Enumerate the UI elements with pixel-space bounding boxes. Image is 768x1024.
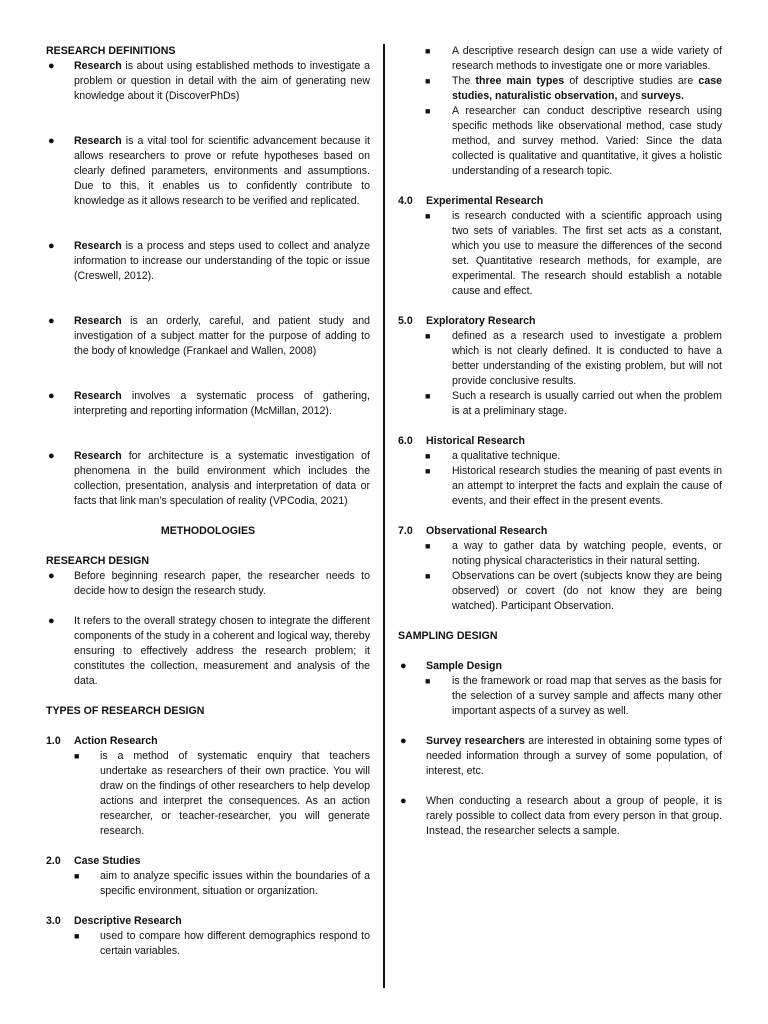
type-point [46, 749, 370, 839]
sample-design-heading [398, 659, 722, 674]
definition-text: is a vital tool for scientific advancement because it allows researchers to prove or refute hypotheses based on clearly defined parameters, environments and assumptions. Due to this, it enables us to confidently contribute to knowledge as it allows research to be verified and replicated. [74, 135, 370, 207]
type-point [398, 539, 722, 569]
type-point [46, 869, 370, 899]
sampling-heading: SAMPLING DESIGN [398, 630, 498, 642]
type-heading [398, 314, 722, 329]
sample-design-title: Sample Design [426, 660, 502, 672]
descriptive-text: and [617, 90, 641, 102]
sample-design-point [398, 674, 722, 719]
type-point [398, 329, 722, 389]
research-design-heading: RESEARCH DESIGN [46, 555, 150, 567]
type-title: Case Studies [74, 855, 141, 867]
design-point-text: Before beginning research paper, the researcher needs to decide how to design the research study. [74, 570, 370, 597]
type-point-text: is a method of systematic enquiry that teachers undertake as researchers of their own practice. You will draw on the findings of other researchers to help develop actions and interpret the consequences. As an action researcher, or teacher-researcher, you will generate research. [100, 750, 370, 837]
sampling-point-text: When conducting a research about a group of people, it is rarely possible to collect data from every person in that group. Instead, the researcher selects a sample. [426, 795, 722, 837]
type-title: Observational Research [426, 525, 548, 537]
type-heading [46, 854, 370, 869]
type-point-text: defined as a research used to investigate a problem which is not clearly defined. It is conducted to have a better understanding of the existing problem, but will not provide conclusive results. [452, 330, 722, 387]
square-bullet-icon: ■ [74, 871, 80, 881]
type-number: 3.0 [46, 915, 61, 927]
descriptive-text: of descriptive studies are [564, 75, 699, 87]
design-point-text: It refers to the overall strategy chosen to integrate the different components of the study in a coherent and logical way, thereby ensuring to effectively address the research problem; it constitutes the collection, measurement and analysis of the data. [74, 615, 370, 687]
design-point [46, 569, 370, 599]
type-number: 4.0 [398, 195, 413, 207]
type-point [398, 389, 722, 419]
type-point-text: a way to gather data by watching people, events, or noting physical characteristics in their natural setting. [452, 540, 722, 567]
methodologies-heading: METHODOLOGIES [160, 525, 256, 537]
square-bullet-icon: ■ [425, 46, 431, 56]
definition-term: Research [74, 390, 122, 402]
design-point [46, 614, 370, 689]
square-bullet-icon: ■ [425, 571, 431, 581]
definition-item [46, 239, 370, 284]
type-point-text: Observations can be overt (subjects know they are being observed) or covert (do not know they are being watched). Participant Observation. [452, 570, 722, 612]
definition-text: involves a systematic process of gathering, interpreting and reporting information (McMillan, 2012). [74, 390, 370, 417]
type-number: 1.0 [46, 735, 61, 747]
descriptive-text: The [452, 75, 476, 87]
type-point-text: a qualitative technique. [452, 450, 561, 462]
round-bullet-icon: ● [48, 450, 55, 462]
type-heading [46, 914, 370, 929]
square-bullet-icon: ■ [425, 211, 431, 221]
type-heading [398, 434, 722, 449]
descriptive-bold: surveys. [641, 90, 684, 102]
type-point-text: is research conducted with a scientific approach using two sets of variables. The first set acts as a constant, which you use to measure the differences of the second set. Quantitative research methods, for example, are experimental. The research should establish a notable cause and effect. [452, 210, 722, 297]
descriptive-point [398, 74, 722, 104]
definition-item [46, 449, 370, 509]
round-bullet-icon: ● [48, 60, 55, 72]
descriptive-bold: case studies, naturalistic observation, [452, 75, 722, 102]
definition-term: Research [74, 60, 122, 72]
type-point-text: used to compare how different demographics respond to certain variables. [100, 930, 370, 957]
square-bullet-icon: ■ [425, 676, 431, 686]
type-number: 2.0 [46, 855, 61, 867]
column-divider [383, 44, 385, 988]
round-bullet-icon: ● [48, 390, 55, 402]
descriptive-point [398, 44, 722, 74]
type-title: Experimental Research [426, 195, 544, 207]
definition-term: Research [74, 450, 122, 462]
right-column [398, 44, 722, 839]
definition-item [46, 314, 370, 359]
round-bullet-icon: ● [48, 570, 55, 582]
type-point-text: aim to analyze specific issues within the boundaries of a specific environment, situation or organization. [100, 870, 370, 897]
definition-term: Research [74, 135, 122, 147]
type-heading [398, 194, 722, 209]
sample-design-text: is the framework or road map that serves as the basis for the selection of a survey sample and affects many other important aspects of a survey as well. [452, 675, 722, 717]
round-bullet-icon: ● [400, 660, 407, 672]
descriptive-point-text: A descriptive research design can use a wide variety of research methods to investigate one or more variables. [452, 45, 722, 72]
definitions-heading: RESEARCH DEFINITIONS [46, 45, 176, 57]
square-bullet-icon: ■ [74, 751, 80, 761]
type-point [398, 209, 722, 299]
type-number: 7.0 [398, 525, 413, 537]
type-title: Historical Research [426, 435, 525, 447]
descriptive-bold: three main types [475, 75, 565, 87]
square-bullet-icon: ■ [425, 331, 431, 341]
square-bullet-icon: ■ [425, 106, 431, 116]
type-title: Action Research [74, 735, 158, 747]
definition-text: is about using established methods to investigate a problem or question in detail with the aim of generating new knowledge about it (DiscoverPhDs) [74, 60, 370, 102]
survey-point [398, 734, 722, 779]
sampling-point [398, 794, 722, 839]
square-bullet-icon: ■ [425, 451, 431, 461]
type-point-text: Such a research is usually carried out when the problem is at a preliminary stage. [452, 390, 722, 417]
type-point [398, 569, 722, 614]
type-title: Descriptive Research [74, 915, 182, 927]
definition-text: for architecture is a systematic investigation of phenomena in the build environment which includes the collection, presentation, analysis and interpretation of data or facts that link man’s speculation of reality (VPCodia, 2021) [74, 450, 370, 507]
survey-term: Survey researchers [426, 735, 525, 747]
type-point [398, 449, 722, 464]
type-point [398, 464, 722, 509]
square-bullet-icon: ■ [74, 931, 80, 941]
round-bullet-icon: ● [400, 735, 407, 747]
round-bullet-icon: ● [48, 240, 55, 252]
square-bullet-icon: ■ [425, 541, 431, 551]
definition-term: Research [74, 240, 122, 252]
descriptive-point-text: A researcher can conduct descriptive research using specific methods like observational method, case study method, and survey method. Varied: Since the data collected is qualitative and quantitative, it gives a holistic understanding of a research topic. [452, 105, 722, 177]
type-number: 5.0 [398, 315, 413, 327]
type-title: Exploratory Research [426, 315, 536, 327]
type-heading [46, 734, 370, 749]
types-heading: TYPES OF RESEARCH DESIGN [46, 705, 205, 717]
round-bullet-icon: ● [48, 315, 55, 327]
definition-item [46, 59, 370, 104]
square-bullet-icon: ■ [425, 76, 431, 86]
round-bullet-icon: ● [48, 135, 55, 147]
round-bullet-icon: ● [48, 615, 55, 627]
survey-text: are interested in obtaining some types of needed information through a survey of some population, of interest, etc. [426, 735, 722, 777]
definition-text: is a process and steps used to collect and analyze information to increase our understanding of the topic or issue (Creswell, 2012). [74, 240, 370, 282]
definition-item [46, 134, 370, 209]
round-bullet-icon: ● [400, 795, 407, 807]
definition-item [46, 389, 370, 419]
descriptive-point [398, 104, 722, 179]
left-column [46, 44, 370, 959]
type-point [46, 929, 370, 959]
type-number: 6.0 [398, 435, 413, 447]
definition-text: is an orderly, careful, and patient study and investigation of a subject matter for the purpose of adding to the body of knowledge (Frankael and Wallen, 2008) [74, 315, 370, 357]
square-bullet-icon: ■ [425, 466, 431, 476]
square-bullet-icon: ■ [425, 391, 431, 401]
type-point-text: Historical research studies the meaning of past events in an attempt to interpret the facts and explain the cause of events, and their effect in the present events. [452, 465, 722, 507]
definition-term: Research [74, 315, 122, 327]
type-heading [398, 524, 722, 539]
